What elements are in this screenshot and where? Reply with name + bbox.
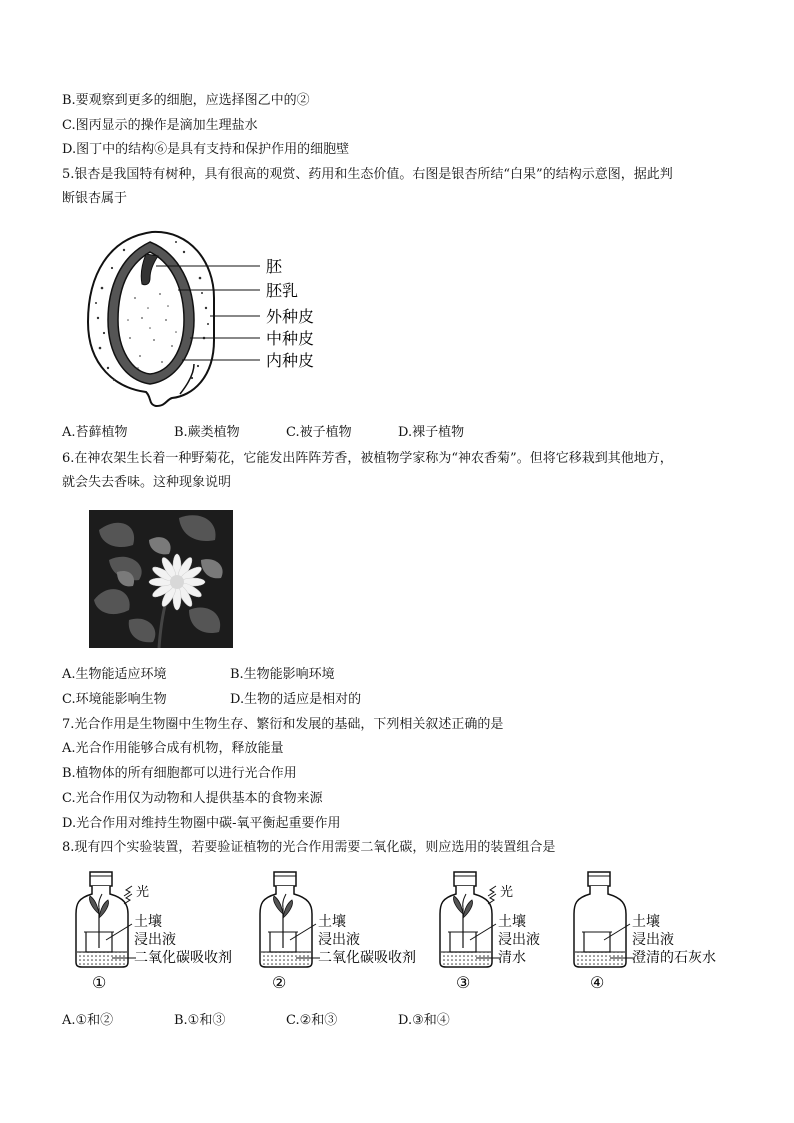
- q8-option-a: A.①和②: [62, 1013, 114, 1028]
- q6-stem-line1: 6.在神农架生长着一种野菊花，它能发出阵阵芳香，被植物学家称为“神农香菊”。但将它移栽到其他地方，: [62, 451, 673, 466]
- q4-option-d: D.图丁中的结构⑥是具有支持和保护作用的细胞壁: [62, 142, 350, 157]
- device-4-number: ④: [590, 973, 605, 992]
- device-3: [440, 872, 540, 992]
- q5-option-a: A.苔藓植物: [62, 425, 128, 440]
- q6-option-b: B.生物能影响环境: [230, 667, 335, 682]
- label-embryo: 胚: [266, 257, 283, 276]
- q7-option-d: D.光合作用对维持生物圈中碳-氧平衡起重要作用: [62, 816, 341, 831]
- device-4-label3: 澄清的石灰水: [632, 950, 716, 966]
- q5-option-d: D.裸子植物: [398, 425, 465, 440]
- device-2-number: ②: [272, 973, 287, 992]
- device-1-light: 光: [136, 885, 150, 900]
- device-2-label1: 土壤: [318, 914, 346, 930]
- device-1-label1: 土壤: [134, 914, 162, 930]
- q6-option-d: D.生物的适应是相对的: [230, 692, 362, 707]
- device-2-label3: 二氧化碳吸收剂: [318, 950, 416, 966]
- q7-option-b: B.植物体的所有细胞都可以进行光合作用: [62, 766, 297, 781]
- q7-stem: 7.光合作用是生物圈中生物生存、繁衍和发展的基础，下列相关叙述正确的是: [62, 717, 504, 732]
- q8-option-d: D.③和④: [398, 1013, 450, 1028]
- label-middle-coat: 中种皮: [266, 329, 315, 348]
- q8-option-b: B.①和③: [174, 1013, 226, 1028]
- q4-option-b: B.要观察到更多的细胞，应选择图乙中的②: [62, 93, 310, 108]
- q5-option-c: C.被子植物: [286, 425, 352, 440]
- chrysanthemum-photo: [89, 510, 233, 648]
- ginkgo-seed-diagram: [80, 228, 340, 408]
- device-1: [76, 872, 232, 992]
- q7-option-a: A.光合作用能够合成有机物，释放能量: [62, 741, 284, 756]
- q6-option-c: C.环境能影响生物: [62, 692, 167, 707]
- label-outer-coat: 外种皮: [266, 307, 315, 326]
- q5-option-b: B.蕨类植物: [174, 425, 240, 440]
- device-1-label3: 二氧化碳吸收剂: [134, 950, 232, 966]
- device-3-number: ③: [456, 973, 471, 992]
- label-inner-coat: 内种皮: [266, 351, 315, 370]
- experiment-devices: [70, 870, 730, 995]
- label-endosperm: 胚乳: [266, 281, 299, 300]
- device-1-label2: 浸出液: [134, 932, 176, 948]
- device-2-label2: 浸出液: [318, 932, 360, 948]
- q6-option-a: A.生物能适应环境: [62, 667, 167, 682]
- device-3-label1: 土壤: [498, 914, 526, 930]
- q4-option-c: C.图丙显示的操作是滴加生理盐水: [62, 118, 258, 133]
- q5-stem-line1: 5.银杏是我国特有树种，具有很高的观赏、药用和生态价值。右图是银杏所结“白果”的结构示意图，据此判: [62, 167, 673, 182]
- device-2: [260, 872, 416, 992]
- device-3-label3: 清水: [498, 950, 526, 966]
- device-3-light: 光: [500, 885, 514, 900]
- q8-option-c: C.②和③: [286, 1013, 338, 1028]
- device-4: [574, 872, 716, 992]
- device-3-label2: 浸出液: [498, 932, 540, 948]
- q6-stem-line2: 就会失去香味。这种现象说明: [62, 475, 232, 490]
- device-1-number: ①: [92, 973, 107, 992]
- q5-stem-line2: 断银杏属于: [62, 191, 128, 206]
- q8-stem: 8.现有四个实验装置，若要验证植物的光合作用需要二氧化碳，则应选用的装置组合是: [62, 840, 556, 855]
- device-4-label2: 浸出液: [632, 932, 674, 948]
- q7-option-c: C.光合作用仅为动物和人提供基本的食物来源: [62, 791, 323, 806]
- device-4-label1: 土壤: [632, 914, 660, 930]
